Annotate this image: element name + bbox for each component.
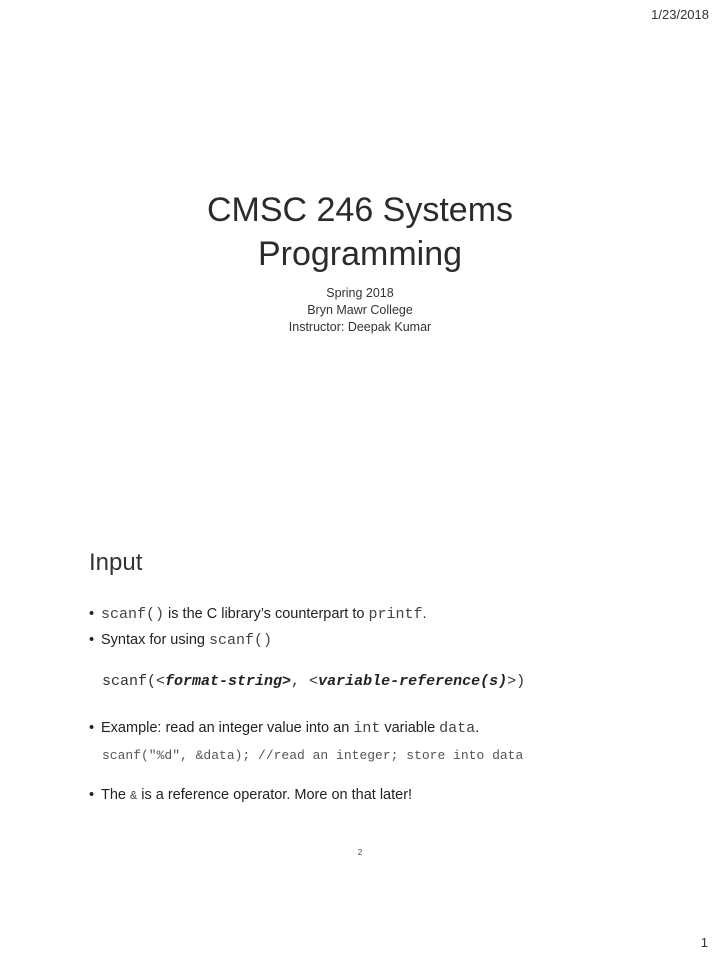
syntax-suffix: >) [507,673,526,690]
bullet-example [89,720,479,737]
bullet-text: is the C library’s counterpart to [164,606,369,622]
bullet-symbol: • [89,787,95,803]
bullet-scanf-intro [89,606,427,623]
bullet-reference-operator [89,787,412,803]
bullet-syntax [89,632,272,649]
slide-1-title [0,188,720,276]
bullet-text: . [475,720,480,736]
syntax-separator: , < [291,673,319,690]
instructor-name: Instructor: Deepak Kumar [288,320,432,334]
slide-1-subtitle [0,285,720,336]
print-date: 1/23/2018 [651,7,709,22]
bullet-text: . [422,606,427,622]
bullet-symbol: • [89,606,95,622]
code-data: data [439,720,476,737]
slide-1-title-line-2: Programming [257,235,463,273]
code-int: int [353,720,381,737]
slide-2-title: Input [89,549,143,576]
slide-1-title-line-1: CMSC 246 Systems [206,191,514,229]
slide-number: 2 [357,848,363,857]
code-ampersand: & [130,789,138,803]
code-scanf: scanf() [209,632,273,649]
bullet-text: The [101,787,131,803]
bullet-text: Example: read an integer value into an [101,720,354,736]
course-term: Spring 2018 [326,286,394,300]
code-scanf: scanf() [101,606,165,623]
bullet-text: is a reference operator. More on that later! [137,787,413,803]
syntax-code-line [102,673,525,690]
syntax-variable-reference: variable-reference(s) [318,673,508,690]
college-name: Bryn Mawr College [307,303,413,317]
code-printf: printf [368,606,423,623]
syntax-format-string: format-string> [165,673,292,690]
bullet-text: Syntax for using [101,632,209,648]
syntax-prefix: scanf(< [102,673,166,690]
bullet-text: variable [380,720,440,736]
bullet-symbol: • [89,720,95,736]
bullet-symbol: • [89,632,95,648]
page-number: 1 [700,935,708,950]
example-code-line: scanf("%d", &data); //read an integer; store into data [102,748,524,763]
